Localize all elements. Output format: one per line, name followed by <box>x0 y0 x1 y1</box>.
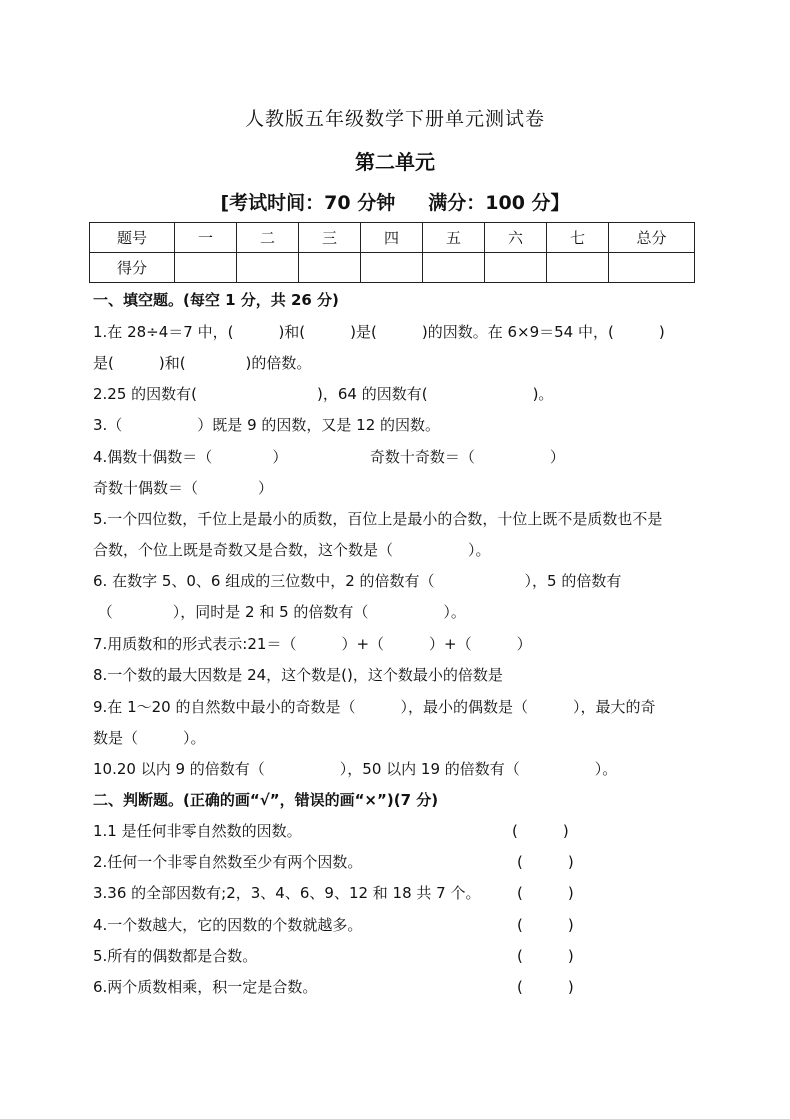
score-cell[interactable] <box>299 253 361 283</box>
question-line: 奇数十偶数＝（ ） <box>93 479 274 497</box>
judge-answer-paren[interactable]: ( ) <box>517 853 574 871</box>
exam-title: 人教版五年级数学下册单元测试卷 <box>244 108 545 130</box>
section1-heading: 一、填空题。(每空 1 分，共 26 分) <box>93 291 339 309</box>
section2-heading: 二、判断题。(正确的画“√”，错误的画“×”)(7 分) <box>93 791 439 809</box>
judge-item-text: 5.所有的偶数都是合数。 <box>93 947 258 965</box>
question-line: 7.用质数和的形式表示:21＝（ ）+（ ）+（ ） <box>93 635 532 653</box>
judge-item-text: 1.1 是任何非零自然数的因数。 <box>93 822 302 840</box>
question-line: 1.在 28÷4＝7 中，( )和( )是( )的因数。在 6×9＝54 中，( ) <box>93 323 665 341</box>
judge-answer-paren[interactable]: ( ) <box>517 947 574 965</box>
question-line: 6. 在数字 5、0、6 组成的三位数中，2 的倍数有（ ），5 的倍数有 <box>93 572 622 590</box>
table-header-cell: 五 <box>423 223 485 253</box>
question-line: 8.一个数的最大因数是 24，这个数是()，这个数最小的倍数是 <box>93 666 503 684</box>
score-cell[interactable] <box>423 253 485 283</box>
judge-item-text: 3.36 的全部因数有;2，3、4、6、9、12 和 18 共 7 个。 <box>93 884 481 902</box>
question-line: 5.一个四位数，千位上是最小的质数，百位上是最小的合数，十位上既不是质数也不是 <box>93 510 663 528</box>
table-header-cell: 一 <box>175 223 237 253</box>
unit-title: 第二单元 <box>355 150 435 174</box>
judge-item-text: 4.一个数越大，它的因数的个数就越多。 <box>93 916 363 934</box>
score-cell[interactable] <box>547 253 609 283</box>
judge-answer-paren[interactable]: ( ) <box>517 978 574 996</box>
score-cell[interactable] <box>361 253 423 283</box>
score-table <box>89 222 695 283</box>
question-line: 合数，个位上既是奇数又是合数，这个数是（ ）。 <box>93 541 491 559</box>
judge-item-text: 2.任何一个非零自然数至少有两个因数。 <box>93 853 363 871</box>
question-line: （ ），同时是 2 和 5 的倍数有（ ）。 <box>93 603 466 621</box>
table-header-cell: 三 <box>299 223 361 253</box>
score-cell[interactable] <box>237 253 299 283</box>
question-line: 2.25 的因数有( )，64 的因数有( )。 <box>93 385 554 403</box>
score-cell[interactable] <box>175 253 237 283</box>
score-cell[interactable] <box>485 253 547 283</box>
judge-answer-paren[interactable]: ( ) <box>517 884 574 902</box>
table-header-cell: 四 <box>361 223 423 253</box>
score-table-score-row <box>90 253 695 283</box>
table-header-cell: 二 <box>237 223 299 253</box>
question-line: 10.20 以内 9 的倍数有（ ），50 以内 19 的倍数有（ ）。 <box>93 760 618 778</box>
judge-answer-paren[interactable]: ( ) <box>512 822 569 840</box>
question-line: 是( )和( )的倍数。 <box>93 354 312 372</box>
score-row-label: 得分 <box>90 253 175 283</box>
table-header-cell: 七 <box>547 223 609 253</box>
question-line: 4.偶数十偶数＝（ ） 奇数十奇数＝（ ） <box>93 448 565 466</box>
table-header-cell: 六 <box>485 223 547 253</box>
exam-info: [考试时间：70 分钟 满分：100 分】 <box>220 192 570 214</box>
question-line: 数是（ ）。 <box>93 729 206 747</box>
judge-item-text: 6.两个质数相乘，积一定是合数。 <box>93 978 318 996</box>
question-line: 3.（ ）既是 9 的因数，又是 12 的因数。 <box>93 416 441 434</box>
table-header-cell: 总分 <box>609 223 695 253</box>
score-table-header-row <box>90 223 695 253</box>
judge-answer-paren[interactable]: ( ) <box>517 916 574 934</box>
score-cell[interactable] <box>609 253 695 283</box>
table-header-cell: 题号 <box>90 223 175 253</box>
question-line: 9.在 1～20 的自然数中最小的奇数是（ ），最小的偶数是（ ），最大的奇 <box>93 698 656 716</box>
